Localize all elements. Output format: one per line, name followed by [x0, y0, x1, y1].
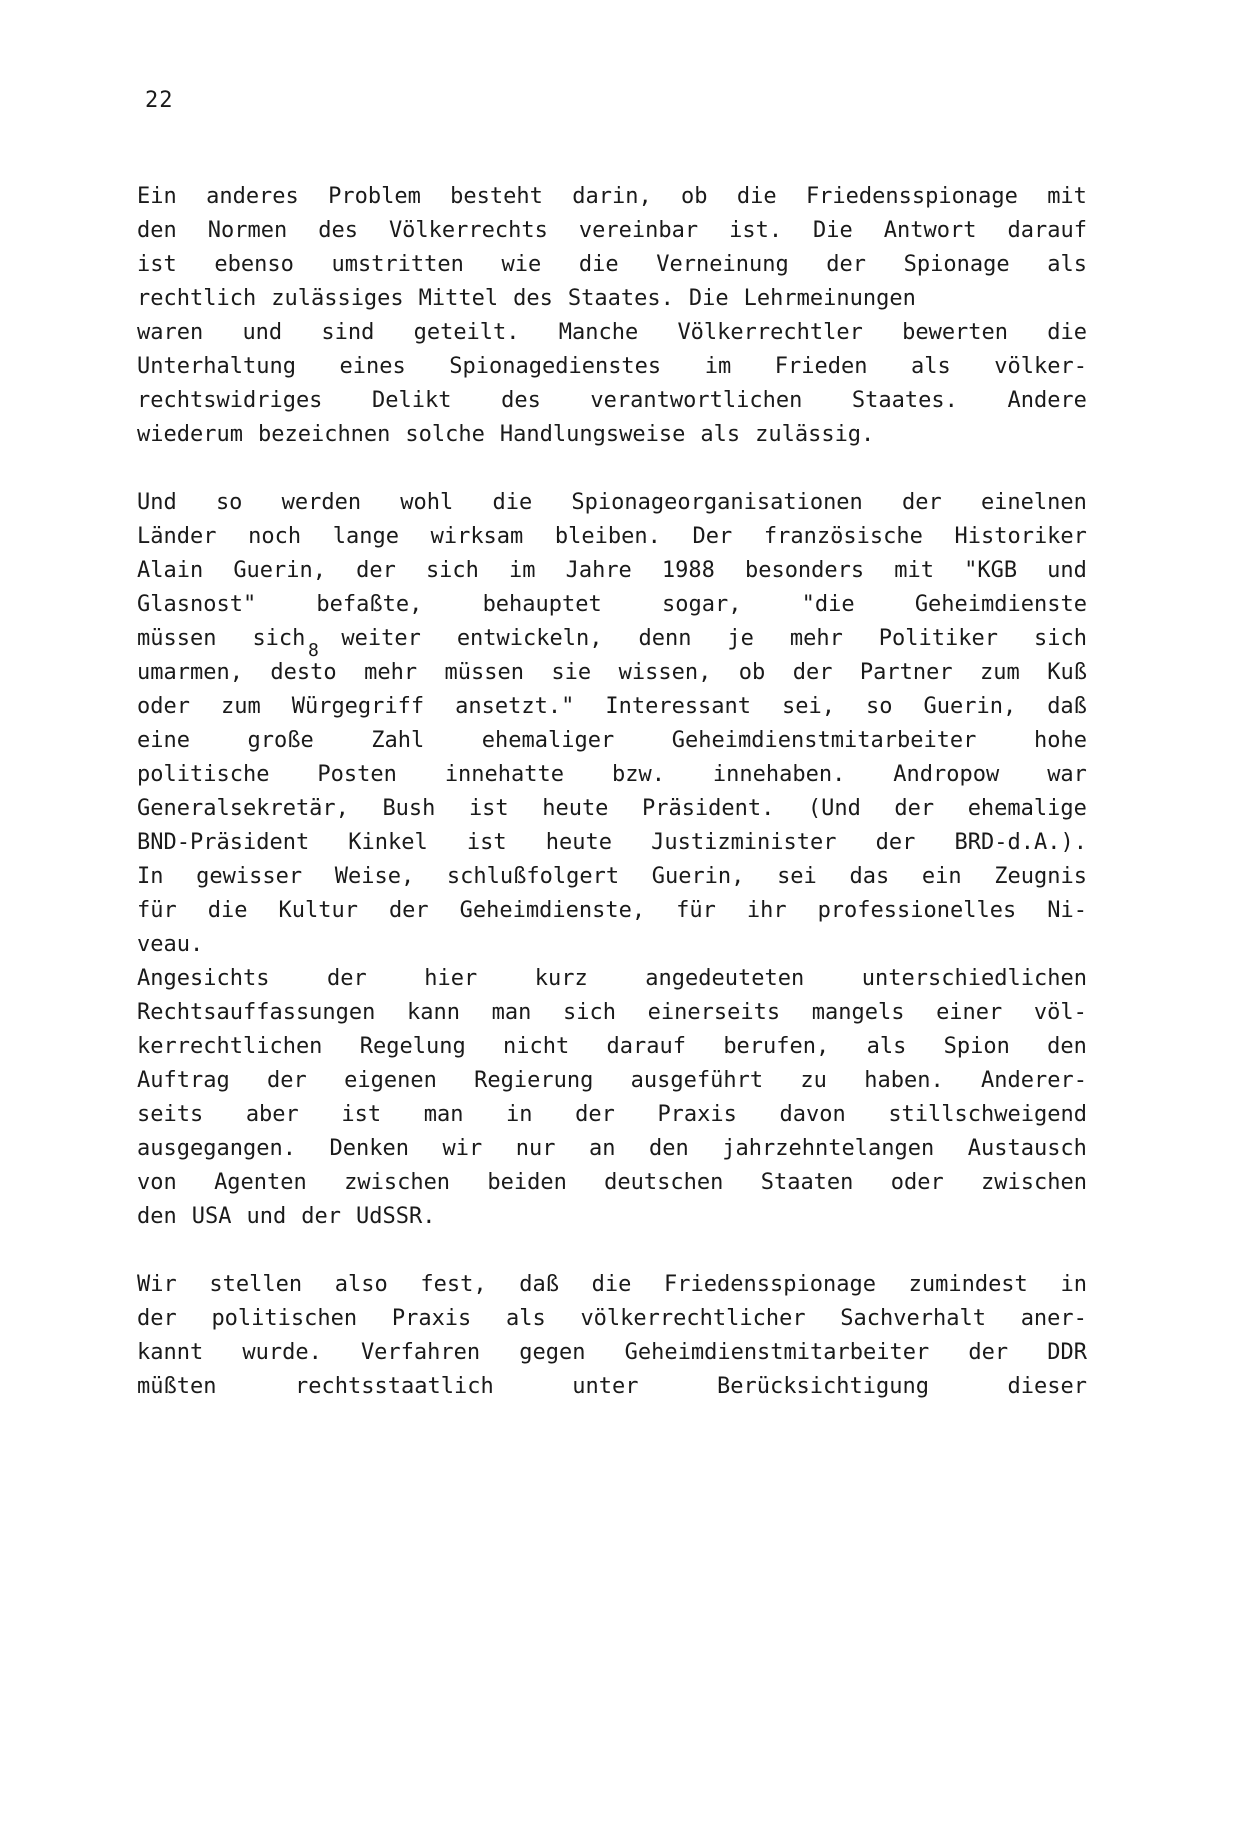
word: bzw.: [611, 762, 665, 787]
word: Bush: [382, 796, 436, 821]
word: innehatte: [444, 762, 565, 787]
word: je: [727, 626, 754, 651]
word: für: [137, 898, 177, 923]
word: politische: [137, 762, 270, 787]
word: professionelles: [817, 898, 1017, 923]
word: 1988: [661, 558, 715, 583]
word: den: [137, 218, 177, 243]
word: ist.: [729, 218, 783, 243]
word: Spionageorganisationen: [571, 490, 863, 515]
word: ob: [681, 184, 708, 209]
word: angedeuteten: [645, 966, 805, 991]
text-line: [137, 1098, 1087, 1132]
word: der: [792, 660, 833, 685]
text-line: [137, 486, 1087, 520]
word: das: [849, 864, 890, 889]
word: schlußfolgert: [446, 864, 620, 889]
word: DDR: [1047, 1340, 1087, 1365]
word: mit: [894, 558, 934, 583]
text-line: [137, 1166, 1087, 1200]
word: lange: [332, 524, 399, 549]
word: der: [137, 1306, 177, 1331]
word: ausgeführt: [630, 1068, 764, 1093]
word: Partner: [859, 660, 953, 685]
word: den: [137, 1204, 177, 1229]
word: für: [676, 898, 716, 923]
word: geteilt.: [413, 320, 520, 345]
word: die: [736, 184, 777, 209]
text-line: [137, 180, 1087, 214]
word: Posten: [317, 762, 397, 787]
word: ansetzt.": [455, 694, 575, 719]
word: die: [207, 898, 248, 923]
word: oder: [137, 694, 190, 719]
word: Guerin,: [651, 864, 745, 889]
word: Austausch: [967, 1136, 1087, 1161]
word: jahrzehntelangen: [722, 1136, 935, 1161]
word: aber: [245, 1102, 299, 1127]
word: Präsident.: [641, 796, 775, 821]
word: einerseits: [647, 1000, 781, 1025]
word: stillschweigend: [888, 1102, 1087, 1127]
text-line: [137, 282, 1087, 316]
word: Praxis: [391, 1306, 472, 1331]
word: Verfahren: [360, 1340, 481, 1365]
word: kurz: [534, 966, 588, 991]
word: oder: [890, 1170, 944, 1195]
word: Lehrmeinungen: [743, 286, 916, 311]
text-line: [137, 622, 1087, 656]
word: Völkerrechts: [388, 218, 548, 243]
word: innehaben.: [712, 762, 846, 787]
word: Jahre: [565, 558, 632, 583]
word: hohe: [1033, 728, 1087, 753]
word: Wir: [137, 1272, 177, 1297]
word: Antwort: [883, 218, 977, 243]
text-line: [137, 1132, 1087, 1166]
word: Der: [692, 524, 733, 549]
word: der: [875, 830, 916, 855]
text-line: [137, 384, 1087, 418]
word: aner-: [1020, 1306, 1087, 1331]
word: entwickeln,: [456, 626, 603, 651]
word: Guerin,: [233, 558, 327, 583]
word: sich: [1033, 626, 1087, 651]
word: heute: [542, 796, 609, 821]
word: Sachverhalt: [840, 1306, 986, 1331]
word: fest,: [420, 1272, 487, 1297]
word: sich: [252, 626, 306, 651]
word: in: [1060, 1272, 1087, 1297]
word: zumindest: [908, 1272, 1028, 1297]
word: müssen: [444, 660, 524, 685]
word: wirksam: [430, 524, 524, 549]
word: ob: [738, 660, 766, 685]
word: hier: [424, 966, 478, 991]
word: einelnen: [980, 490, 1087, 515]
text-line: [137, 928, 1087, 962]
word: einer: [936, 1000, 1003, 1025]
word: Mittel: [418, 286, 499, 311]
word: der: [894, 796, 935, 821]
word: Zahl: [371, 728, 425, 753]
text-line: [137, 1370, 1087, 1404]
word: stellen: [209, 1272, 303, 1297]
text-line: [137, 316, 1087, 350]
word: man: [491, 1000, 532, 1025]
word: kann: [407, 1000, 461, 1025]
word: als: [910, 354, 951, 379]
word: völ-: [1033, 1000, 1087, 1025]
word: an: [589, 1136, 616, 1161]
word: umarmen,: [137, 660, 243, 685]
word: gegen: [519, 1340, 586, 1365]
text-line: [137, 1030, 1087, 1064]
word: die: [591, 1272, 632, 1297]
text-line: [137, 996, 1087, 1030]
text-line: [137, 248, 1087, 282]
word: also: [334, 1272, 388, 1297]
word: Denken: [329, 1136, 409, 1161]
word: mehr: [789, 626, 843, 651]
word: wiederum: [137, 422, 243, 447]
text-line: [137, 860, 1087, 894]
word: darauf: [1007, 218, 1087, 243]
word: Politiker: [878, 626, 999, 651]
footnote-marker: 8: [308, 640, 319, 661]
word: Und: [137, 490, 177, 515]
word: des: [513, 286, 553, 311]
word: besonders: [744, 558, 865, 583]
word: zum: [220, 694, 261, 719]
word: Weise,: [334, 864, 415, 889]
word: Friedensspionage: [805, 184, 1018, 209]
text-line: [137, 894, 1087, 928]
word: Die: [688, 286, 729, 311]
word: des: [318, 218, 358, 243]
word: seits: [137, 1102, 204, 1127]
word: umstritten: [331, 252, 464, 277]
word: Regelung: [359, 1034, 466, 1059]
word: weiter: [341, 626, 421, 651]
word: ein: [921, 864, 962, 889]
word: Ni-: [1047, 898, 1087, 923]
word: (Und: [807, 796, 861, 821]
text-line: [137, 758, 1087, 792]
word: denn: [638, 626, 692, 651]
text-line: [137, 554, 1087, 588]
word: In: [137, 864, 164, 889]
word: Normen: [207, 218, 288, 243]
word: im: [509, 558, 536, 583]
text-line: [137, 350, 1087, 384]
word: völker-: [994, 354, 1087, 379]
word: die: [492, 490, 533, 515]
word: Andropow: [893, 762, 1000, 787]
text-line: [137, 826, 1087, 860]
word: "die: [801, 592, 855, 617]
text-line: [137, 690, 1087, 724]
word: sind: [321, 320, 375, 345]
word: sich: [563, 1000, 617, 1025]
word: Regierung: [474, 1068, 594, 1093]
word: darauf: [606, 1034, 687, 1059]
word: Alain: [137, 558, 204, 583]
text-line: [137, 588, 1087, 622]
text-line: [137, 1336, 1087, 1370]
word: von: [137, 1170, 177, 1195]
word: politischen: [211, 1306, 358, 1331]
word: berufen,: [723, 1034, 830, 1059]
word: und: [242, 320, 283, 345]
word: daß: [519, 1272, 559, 1297]
word: die: [578, 252, 619, 277]
word: völkerrechtlicher: [580, 1306, 806, 1331]
word: Geheimdienste,: [459, 898, 646, 923]
word: wohl: [400, 490, 454, 515]
word: Glasnost": [137, 592, 257, 617]
word: desto: [270, 660, 337, 685]
word: der: [326, 966, 367, 991]
word: als: [700, 422, 741, 447]
word: Handlungsweise: [499, 422, 686, 447]
word: Spion: [943, 1034, 1010, 1059]
word: im: [704, 354, 732, 379]
word: Staates.: [567, 286, 674, 311]
word: Zeugnis: [994, 864, 1087, 889]
word: französische: [763, 524, 923, 549]
word: rechtswidriges: [137, 388, 323, 413]
word: befaßte,: [316, 592, 423, 617]
word: ebenso: [214, 252, 294, 277]
word: unterschiedlichen: [861, 966, 1087, 991]
word: und: [1047, 558, 1087, 583]
word: man: [423, 1102, 464, 1127]
word: ist: [466, 830, 507, 855]
word: ist: [341, 1102, 382, 1127]
text-line: [137, 1064, 1087, 1098]
word: Staates.: [851, 388, 958, 413]
word: sei: [777, 864, 817, 889]
text-line: [137, 520, 1087, 554]
word: Geheimdienstmitarbeiter: [624, 1340, 930, 1365]
word: Praxis: [657, 1102, 737, 1127]
word: Kinkel: [348, 830, 428, 855]
word: ausgegangen.: [137, 1136, 296, 1161]
word: die: [1047, 320, 1087, 345]
word: nicht: [503, 1034, 570, 1059]
word: mangels: [811, 1000, 905, 1025]
word: Rechtsauffassungen: [137, 1000, 376, 1025]
word: vereinbar: [578, 218, 699, 243]
word: so: [215, 490, 243, 515]
word: Justizminister: [651, 830, 837, 855]
word: wir: [442, 1136, 483, 1161]
word: veau.: [137, 932, 204, 957]
word: zu: [800, 1068, 827, 1093]
word: Delikt: [372, 388, 452, 413]
word: deutschen: [604, 1170, 724, 1195]
word: beiden: [487, 1170, 567, 1195]
word: Angesichts: [137, 966, 270, 991]
word: rechtsstaatlich: [295, 1374, 494, 1399]
word: behauptet: [482, 592, 602, 617]
word: der: [301, 1204, 341, 1229]
word: Auftrag: [137, 1068, 230, 1093]
word: war: [1047, 762, 1087, 787]
word: noch: [248, 524, 302, 549]
word: Verneinung: [656, 252, 789, 277]
word: heute: [545, 830, 612, 855]
word: Frieden: [774, 354, 868, 379]
word: der: [902, 490, 942, 515]
word: verantwortlichen: [590, 388, 803, 413]
word: Berücksichtigung: [717, 1374, 929, 1399]
word: als: [506, 1306, 546, 1331]
word: sich: [425, 558, 479, 583]
word: kannt: [137, 1340, 204, 1365]
word: Anderer-: [981, 1068, 1087, 1093]
word: solche: [405, 422, 485, 447]
word: Völkerrechtler: [677, 320, 863, 345]
word: unter: [572, 1374, 639, 1399]
word: zwischen: [981, 1170, 1087, 1195]
word: sie: [551, 660, 592, 685]
text-line: [137, 418, 1087, 452]
word: sei,: [782, 694, 836, 719]
word: und: [246, 1204, 287, 1229]
word: zulässig.: [755, 422, 875, 447]
word: Andere: [1007, 388, 1087, 413]
text-line: [137, 1268, 1087, 1302]
word: BND-Präsident: [137, 830, 310, 855]
word: Spionage: [903, 252, 1010, 277]
word: als: [1047, 252, 1087, 277]
word: besteht: [450, 184, 543, 209]
word: den: [1047, 1034, 1087, 1059]
word: werden: [281, 490, 362, 515]
text-line: [137, 1200, 1087, 1234]
word: mehr: [364, 660, 418, 685]
word: der: [575, 1102, 615, 1127]
word: bezeichnen: [257, 422, 391, 447]
word: Geheimdienste: [914, 592, 1087, 617]
word: in: [506, 1102, 533, 1127]
text-line: [137, 792, 1087, 826]
word: ist: [468, 796, 509, 821]
word: wurde.: [242, 1340, 322, 1365]
word: haben.: [864, 1068, 944, 1093]
word: Problem: [328, 184, 421, 209]
word: bleiben.: [554, 524, 661, 549]
word: der: [356, 558, 396, 583]
word: darin,: [572, 184, 652, 209]
word: Interessant: [605, 694, 752, 719]
text-line: [137, 724, 1087, 758]
word: dieser: [1007, 1374, 1087, 1399]
word: Agenten: [214, 1170, 307, 1195]
word: Staaten: [760, 1170, 854, 1195]
word: eines: [339, 354, 406, 379]
word: mit: [1047, 184, 1087, 209]
word: waren: [137, 320, 204, 345]
word: Unterhaltung: [137, 354, 296, 379]
word: Spionagedienstes: [449, 354, 662, 379]
word: Manche: [558, 320, 639, 345]
word: müssen: [137, 626, 217, 651]
word: Würgegriff: [291, 694, 425, 719]
word: daß: [1047, 694, 1087, 719]
word: kerrechtlichen: [137, 1034, 323, 1059]
word: Kuß: [1047, 660, 1087, 685]
word: so: [866, 694, 893, 719]
text-line: [137, 656, 1087, 690]
word: müßten: [137, 1374, 217, 1399]
word: BRD-d.A.).: [954, 830, 1087, 855]
word: Ein: [137, 184, 177, 209]
word: Länder: [137, 524, 217, 549]
word: anderes: [206, 184, 299, 209]
word: davon: [779, 1102, 846, 1127]
text-line: [137, 214, 1087, 248]
word: sogar,: [661, 592, 742, 617]
word: als: [866, 1034, 907, 1059]
word: der: [968, 1340, 1009, 1365]
word: nur: [515, 1136, 556, 1161]
word: der: [826, 252, 867, 277]
word: Kultur: [278, 898, 358, 923]
word: Generalsekretär,: [137, 796, 349, 821]
word: gewisser: [196, 864, 303, 889]
word: große: [247, 728, 314, 753]
word: ehemalige: [967, 796, 1087, 821]
word: zulässiges: [271, 286, 404, 311]
word: ist: [137, 252, 177, 277]
word: rechtlich: [137, 286, 257, 311]
word: der: [388, 898, 429, 923]
word: UdSSR.: [356, 1204, 436, 1229]
word: ehemaliger: [481, 728, 615, 753]
word: eigenen: [344, 1068, 437, 1093]
word: Historiker: [954, 524, 1087, 549]
word: Geheimdienstmitarbeiter: [671, 728, 977, 753]
word: der: [267, 1068, 307, 1093]
word: eine: [137, 728, 190, 753]
page-number: 22: [145, 88, 174, 113]
word: USA: [191, 1204, 232, 1229]
word: zum: [980, 660, 1020, 685]
word: Friedensspionage: [664, 1272, 876, 1297]
word: wie: [501, 252, 542, 277]
word: des: [501, 388, 541, 413]
word: den: [649, 1136, 689, 1161]
word: "KGB: [964, 558, 1018, 583]
word: Die: [813, 218, 853, 243]
text-line: [137, 962, 1087, 996]
word: wissen,: [618, 660, 712, 685]
word: zwischen: [344, 1170, 451, 1195]
word: Guerin,: [923, 694, 1017, 719]
word: ihr: [746, 898, 787, 923]
text-line: [137, 1302, 1087, 1336]
word: bewerten: [902, 320, 1009, 345]
